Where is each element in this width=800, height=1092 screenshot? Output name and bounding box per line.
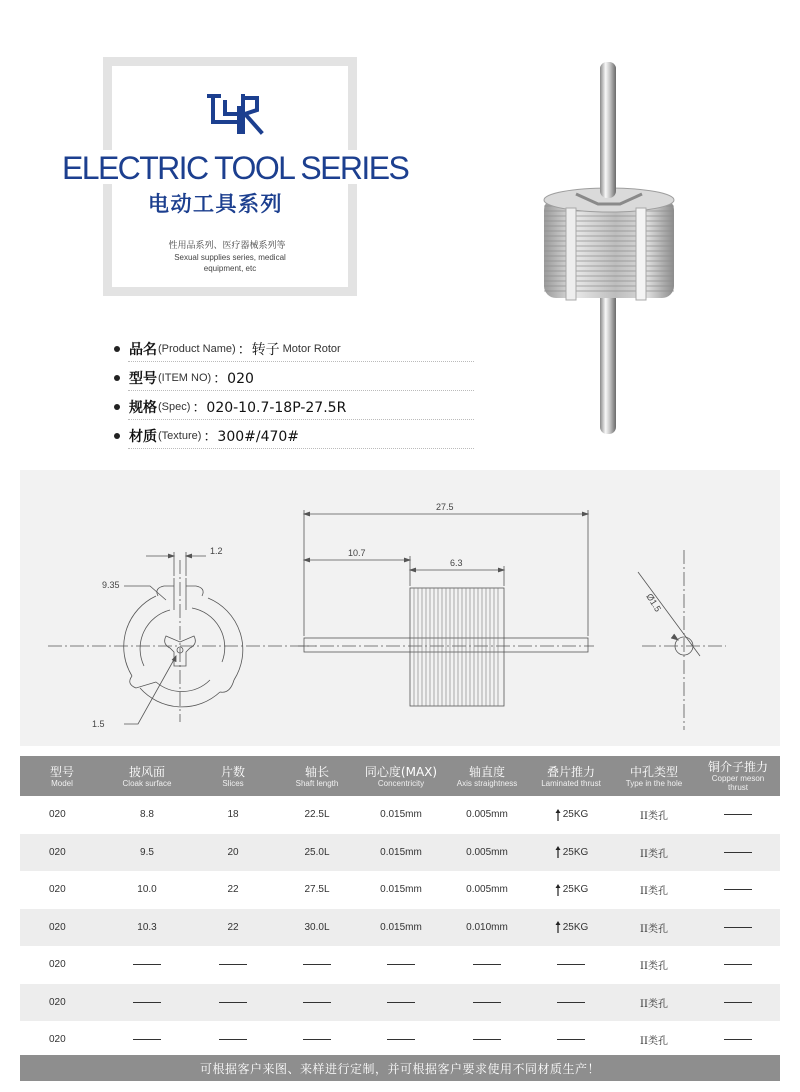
info-spec: 规格 (Spec) ：020-10.7-18P-27.5R [114, 392, 474, 421]
bullet-icon [114, 346, 120, 352]
table-cell [696, 814, 780, 815]
table-row [20, 871, 780, 909]
table-cell: 020 [49, 1034, 66, 1046]
dash-placeholder [724, 852, 752, 853]
info-texture: 材质 (Texture) ：300#/470# [114, 421, 474, 450]
table-cell: 22.5L [304, 809, 330, 821]
series-subtitle-en: Sexual supplies series, medical equipment, etc [174, 253, 286, 273]
dash-placeholder [219, 1002, 247, 1003]
dash-placeholder [387, 1002, 415, 1003]
dash-placeholder [219, 964, 247, 965]
divider [128, 390, 474, 391]
table-cell: 0.015mm [380, 884, 422, 896]
table-row [20, 834, 780, 872]
series-subtitle-cn: 性用品系列、医疗器械系列等 [168, 241, 286, 251]
table-cell: 8.8 [140, 809, 154, 821]
table-cell: II类孔 [640, 886, 668, 898]
table-cell [696, 927, 780, 928]
table-cell: 27.5L [304, 884, 330, 896]
table-cell [696, 1002, 780, 1003]
table-cell [358, 964, 444, 965]
dash-placeholder [473, 1039, 501, 1040]
table-row [20, 1021, 780, 1059]
dim-shaft-diameter: Ø1.5 [644, 591, 664, 614]
table-cell: II类孔 [640, 923, 668, 935]
col-slices: 片数 Slices [220, 764, 245, 788]
divider [128, 361, 474, 362]
dash-placeholder [557, 964, 585, 965]
table-body [20, 796, 780, 1059]
table-cell: II类孔 [640, 961, 668, 973]
dim-outer-radius: 9.35 [102, 580, 120, 590]
table-cell: 020 [49, 809, 66, 821]
product-info [114, 334, 474, 450]
bullet-icon [114, 375, 120, 381]
table-cell [696, 889, 780, 890]
series-title-cn: 电动工具系列 [148, 192, 283, 216]
dash-placeholder [303, 1039, 331, 1040]
table-cell: 30.0L [304, 921, 330, 933]
bullet-icon [114, 404, 120, 410]
table-cell: 25KG [530, 883, 612, 897]
table-cell [190, 1002, 276, 1003]
info-product-name: 品名 (Product Name) ：转子 Motor Rotor [114, 334, 474, 363]
dim-hole: 1.5 [92, 719, 105, 729]
dim-stack-offset: 10.7 [348, 548, 366, 558]
motor-rotor-image [536, 58, 686, 438]
dash-placeholder [303, 1002, 331, 1003]
dim-slot-width: 1.2 [210, 546, 223, 556]
dash-placeholder [387, 964, 415, 965]
table-cell: II类孔 [640, 811, 668, 823]
table-cell [444, 1039, 530, 1040]
table-cell [696, 964, 780, 965]
col-cloak: 披风面 Cloak surface [122, 764, 172, 788]
dash-placeholder [133, 1039, 161, 1040]
table-cell: 020 [49, 959, 66, 971]
spec-table [20, 756, 780, 1059]
col-shaft-length: 轴长 Shaft length [295, 764, 339, 788]
table-cell: 22 [227, 921, 239, 933]
table-cell [104, 964, 190, 965]
table-cell: 18 [227, 809, 239, 821]
dash-placeholder [387, 1039, 415, 1040]
table-cell: II类孔 [640, 848, 668, 860]
table-cell: 25KG [530, 808, 612, 822]
col-lam-thrust: 叠片推力 Laminated thrust [541, 764, 601, 788]
table-cell: 0.010mm [466, 921, 508, 933]
table-cell: 0.015mm [380, 809, 422, 821]
table-cell [104, 1039, 190, 1040]
table-cell [358, 1002, 444, 1003]
table-cell: 20 [227, 846, 239, 858]
table-cell: 020 [49, 996, 66, 1008]
custom-note-footer: 可根据客户来图、来样进行定制，并可根据客户要求使用不同材质生产！ [20, 1055, 780, 1081]
table-cell [276, 1039, 358, 1040]
table-cell: 0.005mm [466, 846, 508, 858]
brand-logo-icon [205, 92, 267, 136]
dash-placeholder [133, 1002, 161, 1003]
table-cell [696, 1039, 780, 1040]
table-cell [530, 1039, 612, 1040]
dim-stack-length: 6.3 [450, 558, 463, 568]
technical-drawing [20, 470, 780, 746]
dash-placeholder [724, 1002, 752, 1003]
col-hole-type: 中孔类型 Type in the hole [625, 764, 683, 788]
table-cell: 10.0 [137, 884, 157, 896]
table-row [20, 796, 780, 834]
table-cell [276, 1002, 358, 1003]
table-cell: 0.005mm [466, 809, 508, 821]
table-cell: 020 [49, 884, 66, 896]
table-cell [696, 852, 780, 853]
dash-placeholder [557, 1039, 585, 1040]
dash-placeholder [557, 1002, 585, 1003]
col-concentricity: 同心度(MAX) Concentricity [364, 764, 438, 788]
up-arrow-icon [554, 883, 562, 897]
table-cell [276, 964, 358, 965]
divider [128, 419, 474, 420]
dash-placeholder [724, 927, 752, 928]
up-arrow-icon [554, 920, 562, 934]
table-header [20, 756, 780, 796]
table-cell: 0.015mm [380, 846, 422, 858]
table-cell [104, 1002, 190, 1003]
info-item-no: 型号 (ITEM NO) ：020 [114, 363, 474, 392]
table-cell: 0.005mm [466, 884, 508, 896]
up-arrow-icon [554, 808, 562, 822]
dash-placeholder [219, 1039, 247, 1040]
table-cell: II类孔 [640, 998, 668, 1010]
table-cell: 9.5 [140, 846, 154, 858]
table-cell: 020 [49, 846, 66, 858]
dash-placeholder [133, 964, 161, 965]
table-cell: II类孔 [640, 1036, 668, 1048]
bullet-icon [114, 433, 120, 439]
col-model: 型号 Model [49, 764, 74, 788]
table-row [20, 946, 780, 984]
col-copper-thrust: 铜介子推力 Copper meson thrust [707, 760, 768, 792]
table-cell: 10.3 [137, 921, 157, 933]
lamination-stack [544, 188, 674, 300]
table-cell [530, 1002, 612, 1003]
table-cell [530, 964, 612, 965]
table-row [20, 909, 780, 947]
table-cell [358, 1039, 444, 1040]
table-cell [190, 964, 276, 965]
dash-placeholder [724, 889, 752, 890]
table-cell: 25.0L [304, 846, 330, 858]
table-cell: 020 [49, 921, 66, 933]
up-arrow-icon [554, 845, 562, 859]
table-cell [190, 1039, 276, 1040]
table-cell [444, 1002, 530, 1003]
table-cell: 22 [227, 884, 239, 896]
col-straightness: 轴直度 Axis straightness [456, 764, 518, 788]
divider [128, 448, 474, 449]
dash-placeholder [724, 1039, 752, 1040]
dash-placeholder [473, 964, 501, 965]
series-title-en: ELECTRIC TOOL SERIES [62, 150, 409, 186]
table-cell [444, 964, 530, 965]
table-cell: 25KG [530, 920, 612, 934]
dash-placeholder [303, 964, 331, 965]
table-row [20, 984, 780, 1022]
dim-total-length: 27.5 [436, 502, 454, 512]
dash-placeholder [724, 814, 752, 815]
table-cell: 0.015mm [380, 921, 422, 933]
dash-placeholder [724, 964, 752, 965]
dash-placeholder [473, 1002, 501, 1003]
table-cell: 25KG [530, 845, 612, 859]
